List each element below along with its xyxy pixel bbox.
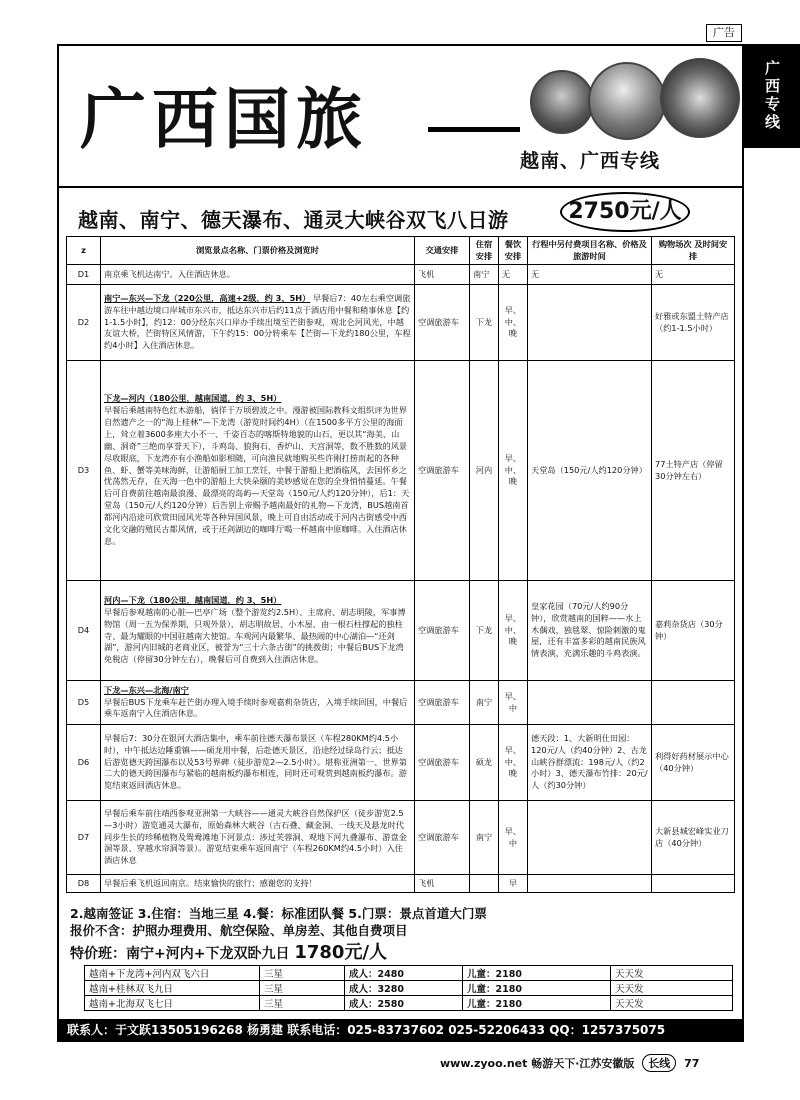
excluded-note: 报价不含：护照办理费用、航空保险、单房差、其他自费项目: [70, 923, 408, 938]
itinerary-table: [66, 236, 735, 893]
day-cell: D7: [67, 801, 101, 875]
day-desc-text: 早餐后参观越南的心脏—巴亭广场（整个游览约2.5H）、主席府、胡志明陵，军事博物馆（周一五为保养期，只观外景），胡志明故居、小木屋、由一根石柱撑起的独柱寺、最为耀眼的中国驻越南大使馆。车观河内最繁华、最热闹的中心湖泊—“还剑湖”，游河内旧城的老商业区，被誉为“三十六条古街”的挑拨街；中餐后BUS下龙湾免税店（停留30分钟左右），晚餐后可自费到入住酒店休息。: [104, 606, 406, 665]
package-adult-price: 成人：2480: [345, 966, 463, 981]
route-title: 越南、南宁、德天瀑布、通灵大峡谷双飞八日游: [78, 208, 509, 232]
transport-cell: 空调旅游车: [415, 581, 470, 681]
day-cell: D2: [67, 285, 101, 361]
shopping-cell: 嘉莉杂货店（30分钟）: [652, 581, 735, 681]
day-desc: [101, 581, 415, 681]
day-desc: [101, 681, 415, 725]
day-desc: [101, 725, 415, 801]
transport-cell: 飞机: [415, 875, 470, 893]
ad-tag: 广告: [706, 24, 742, 42]
day-desc: [101, 875, 415, 893]
shopping-cell: [652, 875, 735, 893]
stay-cell: 河内: [470, 361, 499, 581]
transport-cell: 空调旅游车: [415, 361, 470, 581]
meals-cell: 早、中、晚: [499, 361, 528, 581]
page-number: 77: [684, 1057, 700, 1070]
meals-cell: 早、中、晚: [499, 725, 528, 801]
extras-cell: 德天段：1、大新明仕田园：120元/人（约40分钟）2、古龙山峡谷群漂流：198元/人（约2小时）3、德天瀑布竹排：20元/人（约30分钟）: [528, 725, 652, 801]
package-table: [84, 965, 733, 1011]
special-label: 特价班：南宁+河内+下龙双卧九日: [70, 946, 290, 962]
extras-cell: [528, 801, 652, 875]
stay-cell: 下龙: [470, 285, 499, 361]
day-desc-text: 早餐后乘越南特色红木游船，徜徉于万顷碧波之中。漫游被国际教科文组织评为世界自然遗产之一的“海上桂林”—下龙湾（游览时间约4H）（在1500多平方公里的海面上，耸立着3600多座大小不一、千姿百态的喀斯特地貌的山石、更以其“海美、山幽、洞奇”三绝而享誉天下），斗鸡岛、狼狗石、香炉山、天宫洞等，数不胜数的风景尽收眼底，下龙湾亦有小渔船如影相随，可向渔民就地购买些许刚打捞而起的各种鱼、虾、蟹等美味海鲜，让游船厨工加工烹饪，中餐于游船上把酒临风，去国怀乡之忧荡然无存，在天海一色中的游船上大快朵颐的美妙感觉在您的全身悄悄蔓延。午餐后可自费前往越南最浪漫、最漂亮的岛屿—天堂岛（150元/人约120分钟），后1：天堂岛（150元/人约120分钟）后告别上帝赐予越南最好的礼物—下龙湾，BUS越南首都河内沿途可欣赏田园风光等各种异国风景，晚上可自由活动或于河内古街感受中西文化交融的殖民古都风情，或于还剑湖边的咖啡厅喝一杯越南中原咖啡。入住酒店休息。: [104, 405, 410, 546]
day-desc-text: 早餐后BUS下龙乘车赶芒街办理入境手续时参观嘉莉杂货店，入境手续回国，中餐后乘车返南宁入住酒店休息。: [104, 696, 408, 719]
day-cell: D8: [67, 875, 101, 893]
package-child-price: 儿童：2180: [463, 981, 611, 996]
day-cell: D5: [67, 681, 101, 725]
col-extras: 行程中另付费项目名称、价格及旅游时间: [528, 237, 652, 265]
package-name: 越南+下龙湾+河内双飞六日: [85, 966, 260, 981]
extras-cell: [528, 875, 652, 893]
day-desc-text: 南京乘飞机达南宁。入住酒店休息。: [104, 268, 236, 279]
photo-pavilion: [530, 70, 594, 134]
package-hotel: 三星: [260, 996, 345, 1011]
stay-cell: 南宁: [470, 265, 499, 285]
page-footer: [440, 1054, 699, 1072]
transport-cell: 空调旅游车: [415, 801, 470, 875]
stay-cell: 南宁: [470, 801, 499, 875]
table-row: [67, 361, 735, 581]
day-cell: D3: [67, 361, 101, 581]
day-cell: D6: [67, 725, 101, 801]
package-departure: 天天发: [611, 981, 733, 996]
package-departure: 天天发: [611, 966, 733, 981]
col-meals: 餐饮安排: [499, 237, 528, 265]
special-offer: [70, 938, 387, 964]
day-desc-text: 早餐后乘车前往靖西参观亚洲第一大峡谷——通灵大峡谷自然保护区（徒步游览2.5—3小时）游览通灵大瀑布，原始森林大峡谷（古石叠、藏金洞、一线天及悬龙时代同步生长的珍稀植物及鸳鸯滩地下河景点：涉过芙蓉洞、观地下河九叠瀑布、游盘金洞等景、穿越水帘洞等景）。游览结束乘车返回南宁（车程260KM约4.5小时）入住酒店休息: [104, 807, 407, 866]
title-dash: [428, 127, 520, 132]
route-price: 2750元/人: [560, 192, 690, 232]
table-row: [67, 801, 735, 875]
shopping-cell: 77土特产店（停留30分钟左右）: [652, 361, 735, 581]
day-cell: D1: [67, 265, 101, 285]
meals-cell: 早、中、晚: [499, 285, 528, 361]
footer-site[interactable]: www.zyoo.net: [440, 1057, 528, 1070]
day-heading: 河内—下龙（180公里，越南国道，约 3、5H）: [104, 594, 282, 605]
col-day: z: [67, 237, 101, 265]
table-row: [85, 981, 733, 996]
table-row: [85, 996, 733, 1011]
day-heading: 南宁—东兴—下龙（220公里，高速+2级，约 3、5H）: [104, 292, 311, 303]
header-rule: [59, 186, 742, 188]
stay-cell: 硕龙: [470, 725, 499, 801]
col-transport: 交通安排: [415, 237, 470, 265]
table-row: [67, 581, 735, 681]
day-cell: D4: [67, 581, 101, 681]
special-price: 1780元/人: [294, 942, 388, 963]
shopping-cell: 利得好药材展示中心（40分钟）: [652, 725, 735, 801]
day-heading: 下龙—河内（180公里，越南国道，约 3、5H）: [104, 393, 282, 404]
meals-cell: 早、中: [499, 681, 528, 725]
package-departure: 天天发: [611, 996, 733, 1011]
day-desc: [101, 361, 415, 581]
package-adult-price: 成人：2580: [345, 996, 463, 1011]
table-row: [67, 725, 735, 801]
table-row: [67, 285, 735, 361]
package-name: 越南+桂林双飞九日: [85, 981, 260, 996]
day-desc: [101, 265, 415, 285]
photo-karst: [588, 62, 666, 140]
agency-title: 广西国旅: [80, 80, 368, 158]
shopping-cell: 无: [652, 265, 735, 285]
table-header-row: [67, 237, 735, 265]
meals-cell: 早、中: [499, 801, 528, 875]
transport-cell: 空调旅游车: [415, 285, 470, 361]
package-child-price: 儿童：2180: [463, 996, 611, 1011]
header-subtitle: 越南、广西专线: [520, 150, 661, 172]
day-desc-text: 早餐后7：40左右乘空调旅游车往中越边境口岸城市东兴市，抵达东兴市后约11点于酒店用中餐和稍事休息【约1-1.5小时】，约12：00分经东兴口岸办手续出境至芒街参观，观北仑河风光，中越友谊大桥，芒街特区风情游，下午约15：00分转乘车【芒街—下龙约180公里，车程约4小时】入住酒店休息。: [104, 292, 411, 351]
table-row: [67, 265, 735, 285]
day-desc-text: 早餐后乘飞机返回南京。结束愉快的旅行；感谢您的支持！: [104, 877, 317, 888]
shopping-cell: 大新县城宏峰实业刀店（40分钟）: [652, 801, 735, 875]
contact-bar: 联系人：于文跃13505196268 杨勇建 联系电话：025-83737602 025-52206433 QQ：1257375075: [59, 1019, 742, 1041]
table-row: [67, 681, 735, 725]
footer-section: 长线: [642, 1054, 676, 1072]
photo-waterfall: [660, 58, 740, 138]
shopping-cell: [652, 681, 735, 725]
transport-cell: 空调旅游车: [415, 681, 470, 725]
extras-cell: 天堂岛（150元/人约120分钟）: [528, 361, 652, 581]
package-child-price: 儿童：2180: [463, 966, 611, 981]
day-desc: [101, 285, 415, 361]
package-name: 越南+北海双飞七日: [85, 996, 260, 1011]
stay-cell: 下龙: [470, 581, 499, 681]
shopping-cell: 好雅或东盟土特产店（约1-1.5小时）: [652, 285, 735, 361]
stay-cell: [470, 875, 499, 893]
included-note: 2.越南签证 3.住宿：当地三星 4.餐：标准团队餐 5.门票：景点首道大门票: [70, 906, 487, 921]
extras-cell: 皇家花园（70元/人约90分钟），欣赏越南的国粹——水上木偶戏，独毯翠、惊险刺激的鬼屋，还有丰富多彩的越南民族风情表演，充满乐趣的斗鸡表演。: [528, 581, 652, 681]
col-shopping: 购物场次 及时间安排: [652, 237, 735, 265]
col-sights: 浏览景点名称、门票价格及浏览时: [101, 237, 415, 265]
col-stay: 住宿安排: [470, 237, 499, 265]
package-hotel: 三星: [260, 981, 345, 996]
day-heading: 下龙—东兴—北海/南宁: [104, 684, 189, 695]
meals-cell: 早、中、晚: [499, 581, 528, 681]
table-row: [85, 966, 733, 981]
extras-cell: 无: [528, 265, 652, 285]
day-desc-text: 早餐后7：30分在银河大酒店集中，乘车前往德天瀑布景区（车程280KM约4.5小时），中午抵达边陲重镇——硕龙用中餐，后赴德天景区，沿途经过绿岛行云；抵达后游览德天跨国瀑布以及53号界碑（徒步游览2—2.5小时）。堪称亚洲第一、世界第二大的德天跨国瀑布与紧临的越南板约瀑布相连，同时还可观赏到越南板约瀑布。游览结束返回酒店休息。: [104, 732, 407, 791]
footer-publication: 畅游天下·江苏安徽版: [531, 1057, 635, 1070]
package-hotel: 三星: [260, 966, 345, 981]
table-row: [67, 875, 735, 893]
meals-cell: 早: [499, 875, 528, 893]
transport-cell: 飞机: [415, 265, 470, 285]
stay-cell: 南宁: [470, 681, 499, 725]
side-section-tab: 广西专线: [744, 44, 800, 148]
meals-cell: 无: [499, 265, 528, 285]
day-desc: [101, 801, 415, 875]
package-adult-price: 成人：3280: [345, 981, 463, 996]
transport-cell: 空调旅游车: [415, 725, 470, 801]
extras-cell: [528, 681, 652, 725]
extras-cell: [528, 285, 652, 361]
